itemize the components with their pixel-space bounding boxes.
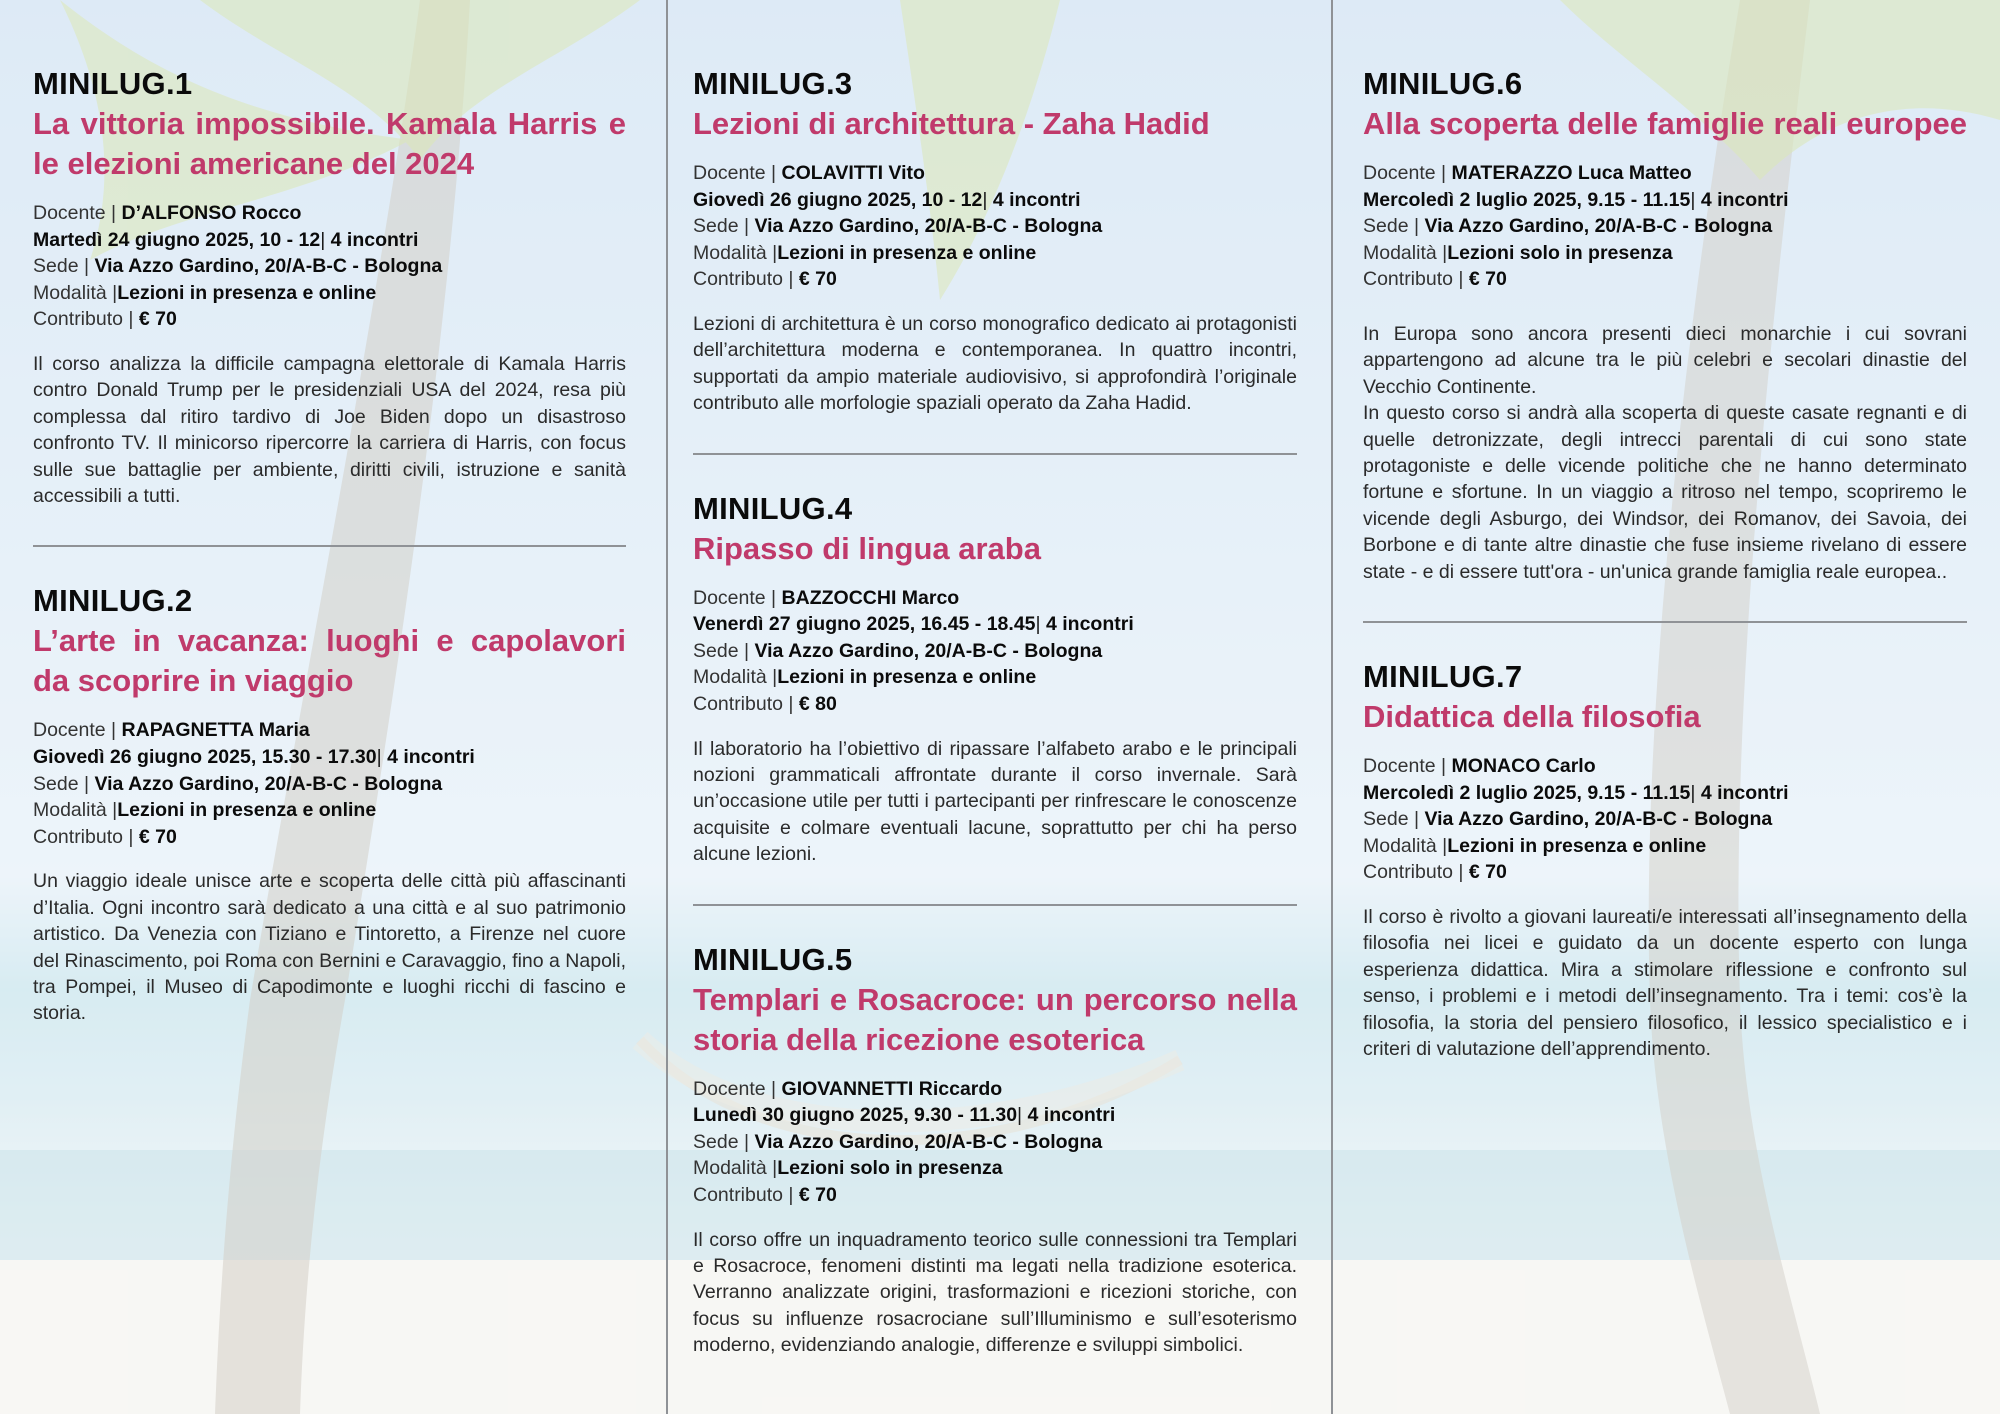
teacher-name: MATERAZZO Luca Matteo — [1451, 162, 1692, 184]
course-details: Docente | COLAVITTI Vito Giovedì 26 giugno 2025, 10 - 12| 4 incontri Sede | Via Azzo Gardino, 20/A-B-C - Bologna Modalità |Lezioni in presenza e online Contributo | € 70 — [693, 162, 1103, 291]
location-label: Sede | — [693, 215, 750, 238]
course-fee: € 80 — [798, 692, 837, 715]
column-divider — [1331, 0, 1333, 1414]
course-date: Mercoledì 2 luglio 2025, 9.15 - 11.15 — [1363, 781, 1691, 804]
course-sessions: 4 incontri — [1046, 613, 1134, 636]
teacher-name: COLAVITTI Vito — [781, 162, 925, 184]
course-location: Via Azzo Gardino, 20/A-B-C - Bologna — [1424, 808, 1773, 831]
column-1 — [33, 64, 626, 1027]
section-separator — [1363, 621, 1967, 623]
teacher-label: Docente | — [1363, 162, 1447, 184]
course-title: Templari e Rosacroce: un percorso nella storia della ricezione esoterica — [693, 981, 1297, 1057]
teacher-name: GIOVANNETTI Riccardo — [781, 1077, 1003, 1100]
course-date: Giovedì 26 giugno 2025, 15.30 - 17.30 — [33, 746, 377, 768]
course-card — [693, 64, 1297, 417]
course-fee: € 70 — [798, 268, 837, 291]
section-separator — [693, 904, 1297, 906]
course-details: Docente | D’ALFONSO Rocco Martedì 24 giugno 2025, 10 - 12| 4 incontri Sede | Via Azzo Gardino, 20/A-B-C - Bologna Modalità |Lezioni in presenza e online Contributo | € 70 — [33, 202, 443, 331]
mode-label: Modalità | — [1363, 834, 1448, 857]
course-fee: € 70 — [138, 308, 177, 331]
course-sessions: 4 incontri — [1700, 781, 1789, 804]
location-label: Sede | — [693, 1130, 750, 1153]
course-mode: Lezioni in presenza e online — [117, 799, 377, 822]
course-description: Il corso offre un inquadramento teorico sulle connessioni tra Templari e Rosacroce, fenomeni distinti ma legati nella tradizione esoterica. Verranno analizzate origini, trasformazioni e ricezioni storiche, con focus su influenze rosacrociane sull’Illuminismo e sull’esoterismo moderno, evidenziando analogie, differenze e sviluppi simbolici. — [693, 1228, 1297, 1357]
course-description: Il laboratorio ha l’obiettivo di ripassare l’alfabeto arabo e le principali nozioni grammaticali affrontate durante il corso invernale. Sarà un’occasione utile per tutti i partecipanti per rinfrescare le conoscenze acquisite e colmare eventuali lacune, soprattutto per chi ha perso alcune lezioni. — [693, 737, 1297, 866]
teacher-name: D’ALFONSO Rocco — [121, 202, 302, 224]
course-code: MINILUG.7 — [1363, 659, 1523, 695]
mode-label: Modalità | — [1363, 241, 1448, 264]
teacher-label: Docente | — [33, 719, 117, 742]
course-mode: Lezioni solo in presenza — [777, 1157, 1003, 1180]
teacher-name: MONACO Carlo — [1451, 755, 1596, 778]
fee-label: Contributo | — [693, 692, 794, 715]
course-sessions: 4 incontri — [1027, 1104, 1116, 1127]
teacher-label: Docente | — [1363, 755, 1447, 778]
course-location: Via Azzo Gardino, 20/A-B-C - Bologna — [754, 1130, 1103, 1153]
course-mode: Lezioni in presenza e online — [117, 281, 377, 304]
course-sessions: 4 incontri — [1700, 188, 1789, 211]
course-title: L’arte in vacanza: luoghi e capolavori da scoprire in viaggio — [33, 623, 626, 699]
course-details: Docente | GIOVANNETTI Riccardo Lunedì 30 giugno 2025, 9.30 - 11.30| 4 incontri Sede | Via Azzo Gardino, 20/A-B-C - Bologna Modalità |Lezioni solo in presenza Contributo | € 70 — [693, 1077, 1116, 1206]
location-label: Sede | — [33, 255, 90, 278]
course-code: MINILUG.4 — [693, 490, 853, 526]
fee-label: Contributo | — [1363, 861, 1464, 884]
course-card — [33, 581, 626, 1026]
column-divider — [666, 0, 668, 1414]
teacher-label: Docente | — [693, 1077, 777, 1100]
course-mode: Lezioni solo in presenza — [1447, 241, 1673, 264]
course-card — [1363, 657, 1967, 1062]
course-description: In Europa sono ancora presenti dieci monarchie i cui sovrani appartengono ad alcune tra le più celebri e secolari dinastie del Vecchio Continente. — [1363, 322, 1967, 398]
course-description: Il corso è rivolto a giovani laureati/e interessati all’insegnamento della filosofia nei licei e guidato da un docente esperto con lunga esperienza didattica. Mira a stimolare riflessione e confronto sul senso, i problemi e i metodi dell’insegnamento. Tra i temi: cos’è la filosofia, la storia del pensiero filosofico, il lessico specialistico e i criteri di valutazione dell’apprendimento. — [1363, 906, 1967, 1061]
location-label: Sede | — [693, 639, 750, 662]
column-2 — [693, 64, 1297, 1359]
course-date: Lunedì 30 giugno 2025, 9.30 - 11.30 — [693, 1104, 1018, 1127]
course-description: Un viaggio ideale unisce arte e scoperta delle città più affascinanti d’Italia. Ogni incontro sarà dedicato a una città e al suo patrimonio artistico. Da Venezia con Tiziano e Tintoretto, a Firenze nel cuore del Rinascimento, poi Roma con Bernini e Caravaggio, fino a Napoli, tra Pompei, il Museo di Capodimonte e luoghi ricchi di fascino e storia. — [33, 870, 626, 1025]
teacher-name: BAZZOCCHI Marco — [781, 586, 960, 609]
course-description: Lezioni di architettura è un corso monografico dedicato ai protagonisti dell’architettura moderna e contemporanea. In quattro incontri, supportati da ampio materiale audiovisivo, si approfondirà l’originale contributo alle morfologie spaziali operato da Zaha Hadid. — [693, 312, 1297, 415]
course-date: Mercoledì 2 luglio 2025, 9.15 - 11.15 — [1363, 188, 1691, 211]
course-fee: € 70 — [1468, 268, 1507, 291]
course-details: Docente | MONACO Carlo Mercoledì 2 luglio 2025, 9.15 - 11.15| 4 incontri Sede | Via Azzo Gardino, 20/A-B-C - Bologna Modalità |Lezioni in presenza e online Contributo | € 70 — [1363, 755, 1789, 884]
course-title: Didattica della filosofia — [1363, 699, 1701, 735]
course-card — [693, 489, 1297, 868]
teacher-label: Docente | — [693, 586, 777, 609]
course-mode: Lezioni in presenza e online — [777, 666, 1037, 689]
course-location: Via Azzo Gardino, 20/A-B-C - Bologna — [1424, 215, 1773, 238]
course-card — [693, 940, 1297, 1359]
mode-label: Modalità | — [693, 666, 778, 689]
course-title: La vittoria impossibile. Kamala Harris e le elezioni americane del 2024 — [33, 106, 626, 181]
course-details: Docente | BAZZOCCHI Marco Venerdì 27 giugno 2025, 16.45 - 18.45| 4 incontri Sede | Via Azzo Gardino, 20/A-B-C - Bologna Modalità |Lezioni in presenza e online Contributo | € 80 — [693, 586, 1134, 715]
location-label: Sede | — [33, 772, 90, 795]
fee-label: Contributo | — [693, 1183, 794, 1206]
course-fee: € 70 — [798, 1183, 837, 1206]
mode-label: Modalità | — [33, 799, 118, 822]
mode-label: Modalità | — [33, 281, 118, 304]
course-details: Docente | MATERAZZO Luca Matteo Mercoledì 2 luglio 2025, 9.15 - 11.15| 4 incontri Sede | Via Azzo Gardino, 20/A-B-C - Bologna Modalità |Lezioni solo in presenza Contributo | € 70 — [1363, 162, 1789, 291]
course-location: Via Azzo Gardino, 20/A-B-C - Bologna — [94, 255, 443, 278]
course-card — [1363, 64, 1967, 585]
teacher-name: RAPAGNETTA Maria — [121, 719, 310, 742]
course-location: Via Azzo Gardino, 20/A-B-C - Bologna — [754, 639, 1103, 662]
course-sessions: 4 incontri — [330, 228, 419, 251]
location-label: Sede | — [1363, 808, 1420, 831]
course-code: MINILUG.1 — [33, 66, 193, 101]
course-sessions: 4 incontri — [992, 188, 1081, 211]
location-label: Sede | — [1363, 215, 1420, 238]
course-mode: Lezioni in presenza e online — [1447, 834, 1707, 857]
column-3 — [1363, 64, 1967, 1062]
teacher-label: Docente | — [693, 162, 777, 184]
section-separator — [693, 453, 1297, 455]
course-title: Ripasso di lingua araba — [693, 530, 1041, 566]
course-title: Alla scoperta delle famiglie reali europee — [1363, 106, 1967, 141]
course-date: Venerdì 27 giugno 2025, 16.45 - 18.45 — [693, 613, 1036, 636]
fee-label: Contributo | — [1363, 268, 1464, 291]
mode-label: Modalità | — [693, 1157, 778, 1180]
mode-label: Modalità | — [693, 241, 778, 264]
course-description: Il corso analizza la difficile campagna elettorale di Kamala Harris contro Donald Trump per le presidenziali USA del 2024, resa più complessa dal ritiro tardivo di Joe Biden dopo un disastroso confronto TV. Il minicorso ripercorre la carriera di Harris, con focus sulle sue battaglie per ambiente, diritti civili, istruzione e sanità accessibili a tutti. — [33, 352, 626, 507]
course-date: Martedì 24 giugno 2025, 10 - 12 — [33, 228, 321, 251]
fee-label: Contributo | — [33, 308, 134, 331]
course-fee: € 70 — [1468, 861, 1507, 884]
course-mode: Lezioni in presenza e online — [777, 241, 1037, 264]
course-fee: € 70 — [138, 825, 177, 848]
course-sessions: 4 incontri — [387, 746, 475, 768]
section-separator — [33, 545, 626, 547]
teacher-label: Docente | — [33, 202, 117, 224]
fee-label: Contributo | — [693, 268, 794, 291]
course-code: MINILUG.6 — [1363, 66, 1523, 101]
course-code: MINILUG.3 — [693, 66, 853, 101]
course-details: Docente | RAPAGNETTA Maria Giovedì 26 giugno 2025, 15.30 - 17.30| 4 incontri Sede | Via Azzo Gardino, 20/A-B-C - Bologna Modalità |Lezioni in presenza e online Contributo | € 70 — [33, 719, 475, 848]
course-location: Via Azzo Gardino, 20/A-B-C - Bologna — [754, 215, 1103, 238]
course-location: Via Azzo Gardino, 20/A-B-C - Bologna — [94, 772, 443, 795]
fee-label: Contributo | — [33, 825, 134, 848]
course-date: Giovedì 26 giugno 2025, 10 - 12 — [693, 188, 983, 211]
course-title: Lezioni di architettura - Zaha Hadid — [693, 106, 1210, 141]
course-card — [33, 64, 626, 509]
course-description-continued: In questo corso si andrà alla scoperta di queste casate regnanti e di quelle detronizzate, degli intrecci parentali di cui sono state protagoniste e delle vicende politiche che ne hanno determinato fortune e sfortune. In un viaggio a ritroso nel tempo, scopriremo le vicende degli Asburgo, dei Windsor, dei Romanov, dei Savoia, dei Borbone e di tante altre dinastie che fuse insieme rivelano di essere state - e di essere tutt'ora - un'unica grande famiglia reale europea.. — [1363, 402, 1967, 583]
course-code: MINILUG.2 — [33, 583, 193, 619]
course-code: MINILUG.5 — [693, 941, 853, 977]
